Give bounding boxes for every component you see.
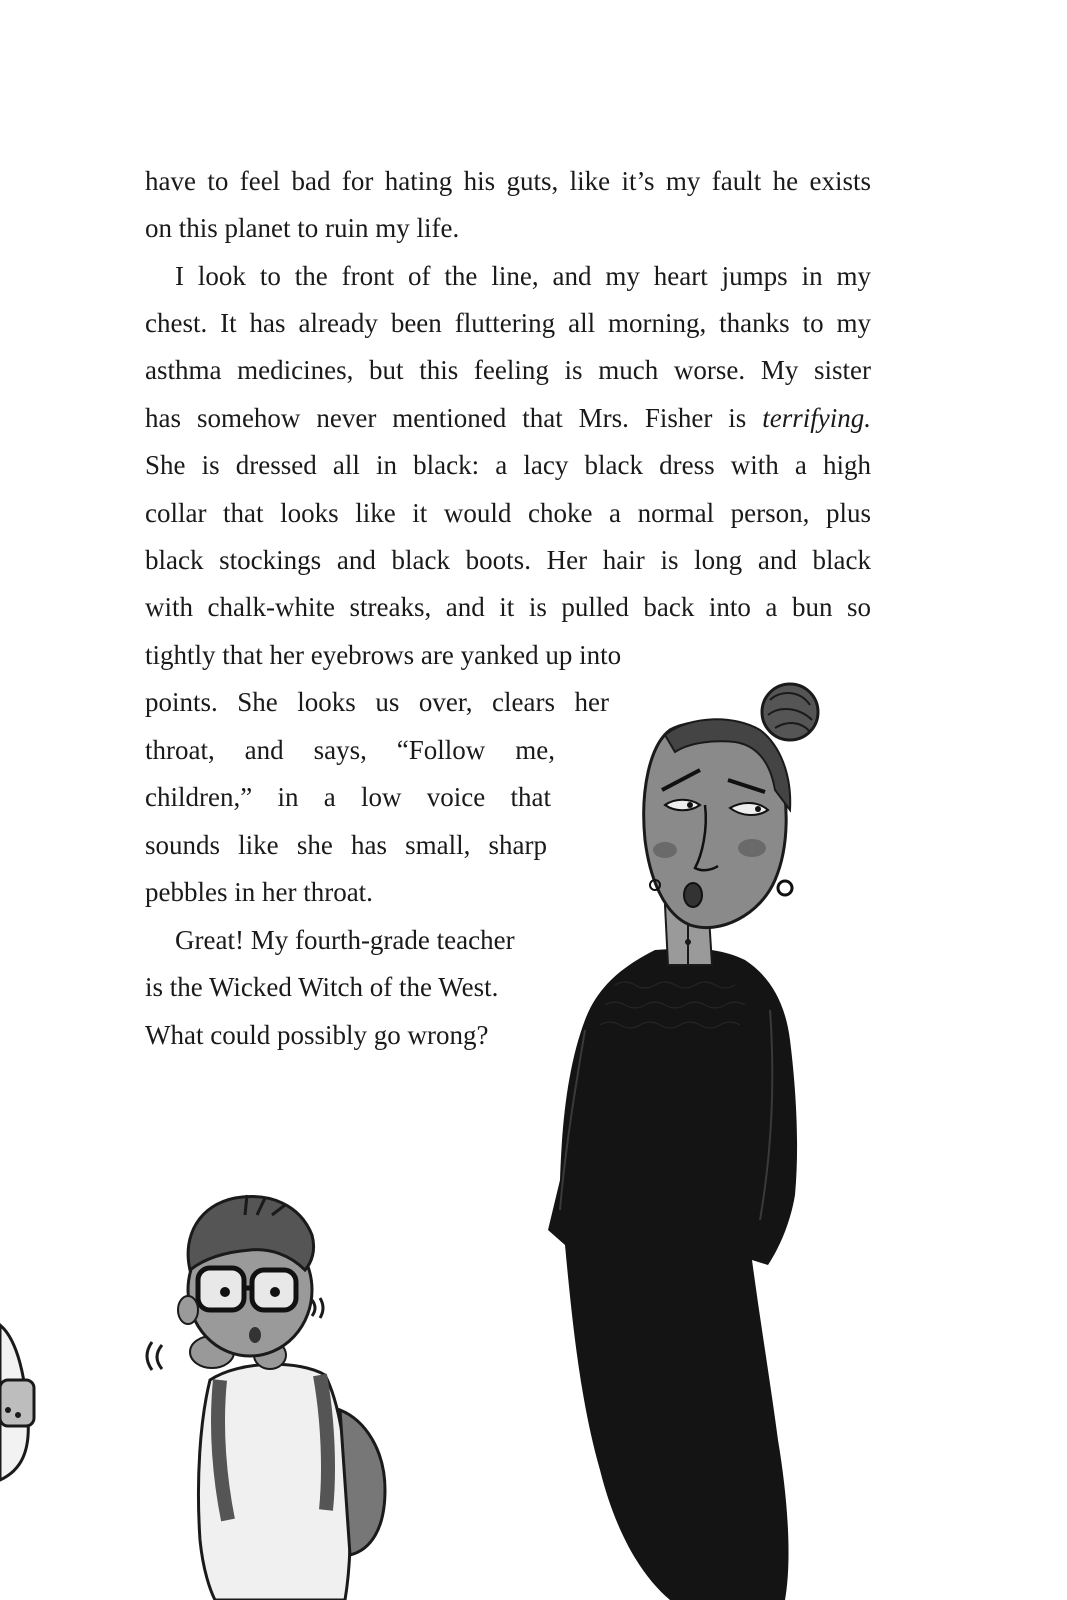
text-line: tightly that her eyebrows are yanked up into bbox=[145, 640, 622, 670]
text-line: collar that looks like it would choke a normal person, plus bbox=[145, 498, 871, 528]
teacher-hair-bun bbox=[762, 684, 818, 740]
text-line: Great! My fourth-grade teacher bbox=[175, 925, 515, 955]
text-line: What could possibly go wrong? bbox=[145, 1020, 489, 1050]
text-line: chest. It has already been fluttering all morning, thanks to my bbox=[145, 308, 871, 338]
text-line: have to feel bad for hating his guts, like it’s my fault he exists bbox=[145, 166, 871, 196]
emphasis-text: terrifying. bbox=[762, 403, 871, 433]
text-line: is the Wicked Witch of the West. bbox=[145, 972, 499, 1002]
text-line: on this planet to ruin my life. bbox=[145, 213, 460, 243]
partial-figure bbox=[0, 1325, 34, 1480]
text-line: sounds like she has small, sharp bbox=[145, 830, 547, 860]
text-line: She is dressed all in black: a lacy black dress with a high bbox=[145, 450, 871, 480]
text-line: pebbles in her throat. bbox=[145, 877, 373, 907]
text-line: asthma medicines, but this feeling is much worse. My sister bbox=[145, 355, 871, 385]
text-line: with chalk-white streaks, and it is pulled back into a bun so bbox=[145, 592, 871, 622]
text-line: I look to the front of the line, and my heart jumps in my bbox=[175, 261, 871, 291]
teacher-dress bbox=[548, 948, 797, 1600]
text-span: has somehow never mentioned that Mrs. Fisher is bbox=[145, 403, 763, 433]
text-line: black stockings and black boots. Her hair is long and black bbox=[145, 545, 871, 575]
teacher-illustration bbox=[548, 684, 818, 1600]
boy-illustration bbox=[147, 1195, 385, 1600]
text-line: throat, and says, “Follow me, bbox=[145, 735, 555, 765]
text-line: children,” in a low voice that bbox=[145, 782, 551, 812]
text-line: points. She looks us over, clears her bbox=[145, 687, 609, 717]
